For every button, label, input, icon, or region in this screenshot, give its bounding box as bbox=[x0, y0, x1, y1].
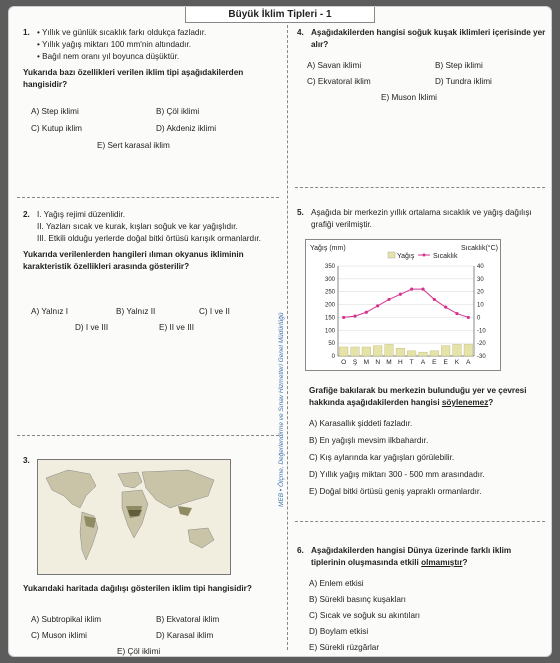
left-tick-label: 0 bbox=[331, 354, 335, 360]
q6-stem-text: Aşağıdakilerden hangisi Dünya üzerinde farklı iklim tiplerinin oluşmasında etkili bbox=[311, 546, 512, 567]
temperature-point bbox=[444, 306, 447, 309]
precip-bar bbox=[351, 347, 360, 356]
temperature-point bbox=[365, 311, 368, 314]
precip-bar bbox=[339, 347, 348, 356]
question-number: 5. bbox=[297, 208, 304, 217]
q6-option-b[interactable]: B) Sürekli basınç kuşakları bbox=[309, 595, 406, 604]
q2-stem: Yukarıda verilenlerden hangileri ılıman okyanus ikliminin karakteristik özellikleri arasında gösterilir? bbox=[23, 250, 244, 271]
q4-option-b[interactable]: B) Step iklimi bbox=[435, 61, 483, 70]
q1-bullet: • Yıllık ve günlük sıcaklık farkı oldukça fazladır. bbox=[37, 28, 207, 37]
temperature-point bbox=[421, 288, 424, 291]
question-number: 1. bbox=[23, 28, 30, 37]
divider-q2 bbox=[17, 435, 279, 436]
q4-stem: Aşağıdakilerden hangisi soğuk kuşak iklimleri içerisinde yer alır? bbox=[311, 28, 546, 49]
world-map-image bbox=[38, 460, 230, 574]
q6-stem-emphasis: olmamıştır bbox=[421, 558, 463, 567]
q2-item: II. Yazları sıcak ve kurak, kışları soğuk ve kar yağışlıdır. bbox=[37, 222, 238, 231]
x-tick-label: T bbox=[409, 359, 414, 366]
question-number: 3. bbox=[23, 456, 30, 465]
legend-label: Yağış bbox=[397, 253, 415, 260]
precip-bar bbox=[453, 344, 462, 356]
question-number: 2. bbox=[23, 210, 30, 219]
q2-option-c[interactable]: C) I ve II bbox=[199, 307, 230, 316]
temperature-point bbox=[433, 298, 436, 301]
temperature-point bbox=[353, 315, 356, 318]
right-tick-label: 0 bbox=[477, 315, 481, 322]
q3-option-a[interactable]: A) Subtropikal iklim bbox=[31, 615, 102, 624]
question-2 bbox=[23, 209, 275, 273]
world-map bbox=[37, 459, 231, 575]
q1-bullet: • Bağıl nem oranı yıl boyunca düşüktür. bbox=[37, 52, 180, 61]
climate-chart bbox=[305, 239, 501, 371]
question-6 bbox=[297, 545, 547, 569]
question-4 bbox=[297, 27, 547, 51]
temperature-point bbox=[455, 312, 458, 315]
temperature-point bbox=[399, 293, 402, 296]
q3-option-b[interactable]: B) Ekvatoral iklim bbox=[156, 615, 220, 624]
right-tick-label: -30 bbox=[477, 354, 486, 360]
question-number: 4. bbox=[297, 28, 304, 37]
q5-stem-text: Grafiğe bakılarak bu merkezin bulunduğu yer ve çevresi hakkında aşağıdakilerden hangisi bbox=[309, 386, 527, 407]
legend-swatch-bar bbox=[388, 252, 395, 258]
q1-option-e[interactable]: E) Sert karasal iklim bbox=[97, 141, 170, 150]
q5-option-d[interactable]: D) Yıllık yağış miktarı 300 - 500 mm arasındadır. bbox=[309, 470, 485, 479]
q6-option-d[interactable]: D) Boylam etkisi bbox=[309, 627, 369, 636]
left-axis-label: Yağış (mm) bbox=[310, 245, 346, 252]
left-tick-label: 300 bbox=[324, 276, 335, 283]
precip-bar bbox=[407, 351, 416, 356]
legend-marker bbox=[423, 254, 426, 257]
q2-item: I. Yağış rejimi düzenlidir. bbox=[37, 210, 125, 219]
right-tick-label: 30 bbox=[477, 276, 484, 283]
column-divider bbox=[287, 25, 288, 650]
x-tick-label: E bbox=[443, 359, 448, 366]
right-tick-label: 40 bbox=[477, 264, 484, 270]
x-tick-label: O bbox=[341, 359, 347, 366]
page-title: Büyük İklim Tipleri - 1 bbox=[185, 7, 375, 23]
precip-bar bbox=[464, 344, 473, 356]
question-5 bbox=[297, 207, 547, 231]
q1-option-c[interactable]: C) Kutup iklim bbox=[31, 124, 82, 133]
x-tick-label: A bbox=[466, 359, 471, 366]
question-number: 6. bbox=[297, 546, 304, 555]
q1-option-b[interactable]: B) Çöl iklimi bbox=[156, 107, 200, 116]
publisher-side-text: MEB • Ölçme, Değerlendirme ve Sınav Hizmetleri Genel Müdürlüğü bbox=[278, 312, 285, 507]
x-tick-label: M bbox=[386, 359, 392, 366]
exam-sheet bbox=[8, 6, 552, 657]
q2-option-a[interactable]: A) Yalnız I bbox=[31, 307, 69, 316]
temperature-point bbox=[376, 304, 379, 307]
q6-option-e[interactable]: E) Sürekli rüzgârlar bbox=[309, 643, 380, 652]
temperature-point bbox=[342, 316, 345, 319]
right-tick-label: -10 bbox=[477, 328, 486, 335]
left-tick-label: 50 bbox=[328, 341, 335, 348]
q5-intro: Aşağıda bir merkezin yıllık ortalama sıcaklık ve yağış dağılışı grafiği verilmiştir. bbox=[311, 208, 532, 229]
right-axis-label: Sıcaklık(°C) bbox=[460, 245, 498, 252]
left-tick-label: 200 bbox=[324, 302, 335, 309]
x-tick-label: E bbox=[432, 359, 437, 366]
precip-bar bbox=[441, 346, 450, 356]
precip-bar bbox=[373, 346, 382, 356]
precip-bar bbox=[419, 352, 428, 356]
x-tick-label: M bbox=[363, 359, 370, 366]
question-1 bbox=[23, 27, 275, 91]
q5-stem-end: ? bbox=[488, 398, 494, 407]
q1-bullet: • Yıllık yağış miktarı 100 mm'nin altındadır. bbox=[37, 40, 191, 49]
q1-option-a[interactable]: A) Step iklimi bbox=[31, 107, 79, 116]
left-tick-label: 250 bbox=[324, 289, 335, 296]
q6-option-a[interactable]: A) Enlem etkisi bbox=[309, 579, 364, 588]
left-tick-label: 350 bbox=[324, 264, 335, 270]
left-tick-label: 100 bbox=[324, 328, 335, 335]
temperature-point bbox=[387, 298, 390, 301]
q5-option-a[interactable]: A) Karasallık şiddeti fazladır. bbox=[309, 419, 413, 428]
precip-bar bbox=[396, 348, 405, 356]
x-tick-label: A bbox=[420, 359, 426, 366]
divider-q4 bbox=[295, 187, 545, 188]
q4-option-a[interactable]: A) Savan iklimi bbox=[307, 61, 362, 70]
left-tick-label: 150 bbox=[324, 315, 335, 322]
precip-bar bbox=[430, 351, 439, 356]
q4-option-e[interactable]: E) Muson İklimi bbox=[381, 93, 437, 102]
right-tick-label: 10 bbox=[477, 302, 484, 309]
q4-option-c[interactable]: C) Ekvatoral iklim bbox=[307, 77, 371, 86]
q1-stem: Yukarıda bazı özellikleri verilen iklim tipi aşağıdakilerden hangisidir? bbox=[23, 68, 244, 89]
divider-q1 bbox=[17, 197, 279, 198]
q2-option-b[interactable]: B) Yalnız II bbox=[116, 307, 156, 316]
q5-stem bbox=[309, 385, 545, 409]
q3-option-d[interactable]: D) Karasal iklim bbox=[156, 631, 214, 640]
q3-stem: Yukarıdaki haritada dağılışı gösterilen iklim tipi hangisidir? bbox=[23, 584, 252, 593]
q6-stem-end: ? bbox=[462, 558, 468, 567]
q2-option-e[interactable]: E) II ve III bbox=[159, 323, 195, 332]
q6-option-c[interactable]: C) Sıcak ve soğuk su akıntıları bbox=[309, 611, 421, 620]
x-tick-label: Ş bbox=[352, 359, 358, 366]
x-tick-label: H bbox=[397, 359, 403, 366]
divider-q5 bbox=[295, 521, 545, 522]
x-tick-label: K bbox=[454, 359, 460, 366]
precip-bar bbox=[362, 347, 371, 356]
climate-chart-svg bbox=[306, 240, 502, 372]
x-tick-label: N bbox=[375, 359, 381, 366]
precip-bar bbox=[385, 344, 394, 356]
q5-option-e[interactable]: E) Doğal bitki örtüsü geniş yapraklı ormanlardır. bbox=[309, 487, 482, 496]
legend-label: Sıcaklık bbox=[433, 253, 458, 260]
q3-option-e[interactable]: E) Çöl iklimi bbox=[117, 647, 161, 656]
q5-stem-emphasis: söylenemez bbox=[441, 398, 489, 407]
right-tick-label: -20 bbox=[477, 341, 486, 348]
q4-option-d[interactable]: D) Tundra iklimi bbox=[435, 77, 492, 86]
temperature-point bbox=[410, 288, 413, 291]
temperature-point bbox=[467, 316, 470, 319]
q3-option-c[interactable]: C) Muson iklimi bbox=[31, 631, 87, 640]
q5-option-b[interactable]: B) En yağışlı mevsim ilkbahardır. bbox=[309, 436, 429, 445]
q5-option-c[interactable]: C) Kış aylarında kar yağışları görülebilir. bbox=[309, 453, 455, 462]
right-tick-label: 20 bbox=[477, 289, 484, 296]
q1-option-d[interactable]: D) Akdeniz iklimi bbox=[156, 124, 217, 133]
q6-stem bbox=[297, 545, 547, 569]
q2-item: III. Etkili olduğu yerlerde doğal bitki örtüsü karışık ormanlardır. bbox=[37, 234, 261, 243]
q2-option-d[interactable]: D) I ve III bbox=[75, 323, 109, 332]
temperature-line bbox=[344, 289, 469, 317]
